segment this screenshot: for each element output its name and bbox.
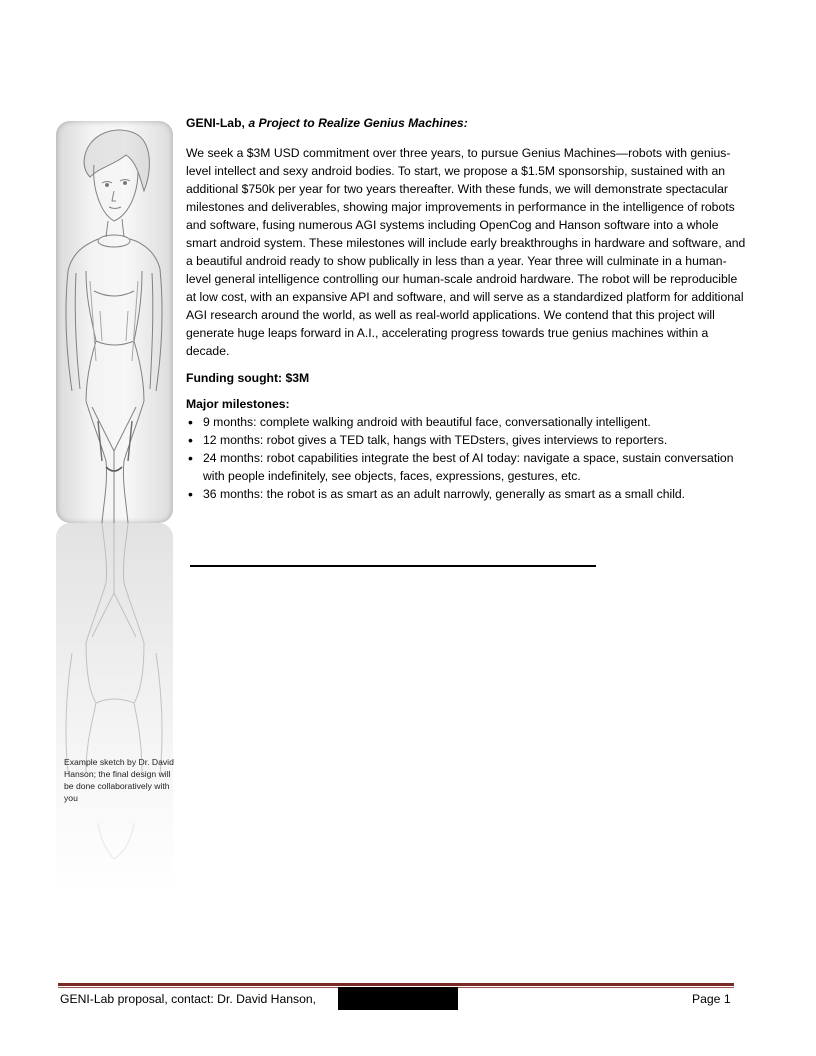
heading-tail: a Project to Realize Genius Machines: bbox=[248, 116, 468, 130]
milestone-item: • 36 months: the robot is as smart as an adult narrowly, generally as smart as a small child. bbox=[186, 485, 746, 503]
proposal-paragraph: We seek a $3M USD commitment over three years, to pursue Genius Machines—robots with genius-level intellect and sexy android bodies. To start, we propose a $1.5M sponsorship, sustained with an additional $750k per year for two years thereafter. With these funds, we will demonstrate spectacular milestones and deliverables, showing major improvements in performance in the intelligence of robots and software, fusing numerous AGI systems including OpenCog and Hanson software into a whole smart android system. These milestones will include early breakthroughs in hardware and software, and a beautiful android ready to show publically in less than a year. Year three will culminate in a human-level general intelligence controlling our human-scale android hardware. The robot will be reproducible at low cost, with an expansive API and software, and will serve as a standardized platform for additional AGI research around the world, as well as real-world applications. We contend that this project will generate huge leaps forward in A.I., accelerating progress towards true genius machines within a decade. bbox=[186, 146, 746, 358]
footer-contact: GENI-Lab proposal, contact: Dr. David Hanson, bbox=[60, 992, 317, 1006]
android-sketch-drawing bbox=[56, 121, 173, 523]
milestone-item: • 12 months: robot gives a TED talk, hangs with TEDsters, gives interviews to reporters. bbox=[186, 431, 746, 449]
android-sketch-image bbox=[56, 121, 173, 523]
sketch-caption: Example sketch by Dr. David Hanson; the final design will be done collaboratively with you bbox=[64, 757, 174, 803]
signature-line bbox=[190, 565, 596, 567]
heading-lead: GENI-Lab, bbox=[186, 116, 245, 130]
milestone-item: • 24 months: robot capabilities integrate the best of AI today: navigate a space, sustain conversation with people indefinitely, see objects, faces, expressions, gestures, etc. bbox=[186, 449, 746, 485]
milestones-heading: Major milestones: bbox=[186, 397, 290, 411]
page-number: Page 1 bbox=[692, 992, 731, 1006]
main-content bbox=[186, 114, 746, 503]
footer-rule bbox=[58, 983, 734, 986]
milestone-item: • 9 months: complete walking android with beautiful face, conversationally intelligent. bbox=[186, 413, 746, 431]
milestones-list bbox=[186, 413, 746, 503]
document-heading bbox=[186, 114, 746, 132]
funding-sought: Funding sought: $3M bbox=[186, 371, 310, 385]
redacted-contact-box bbox=[338, 987, 458, 1010]
android-sketch-reflection-drawing bbox=[56, 523, 173, 893]
android-sketch-reflection bbox=[56, 523, 173, 893]
